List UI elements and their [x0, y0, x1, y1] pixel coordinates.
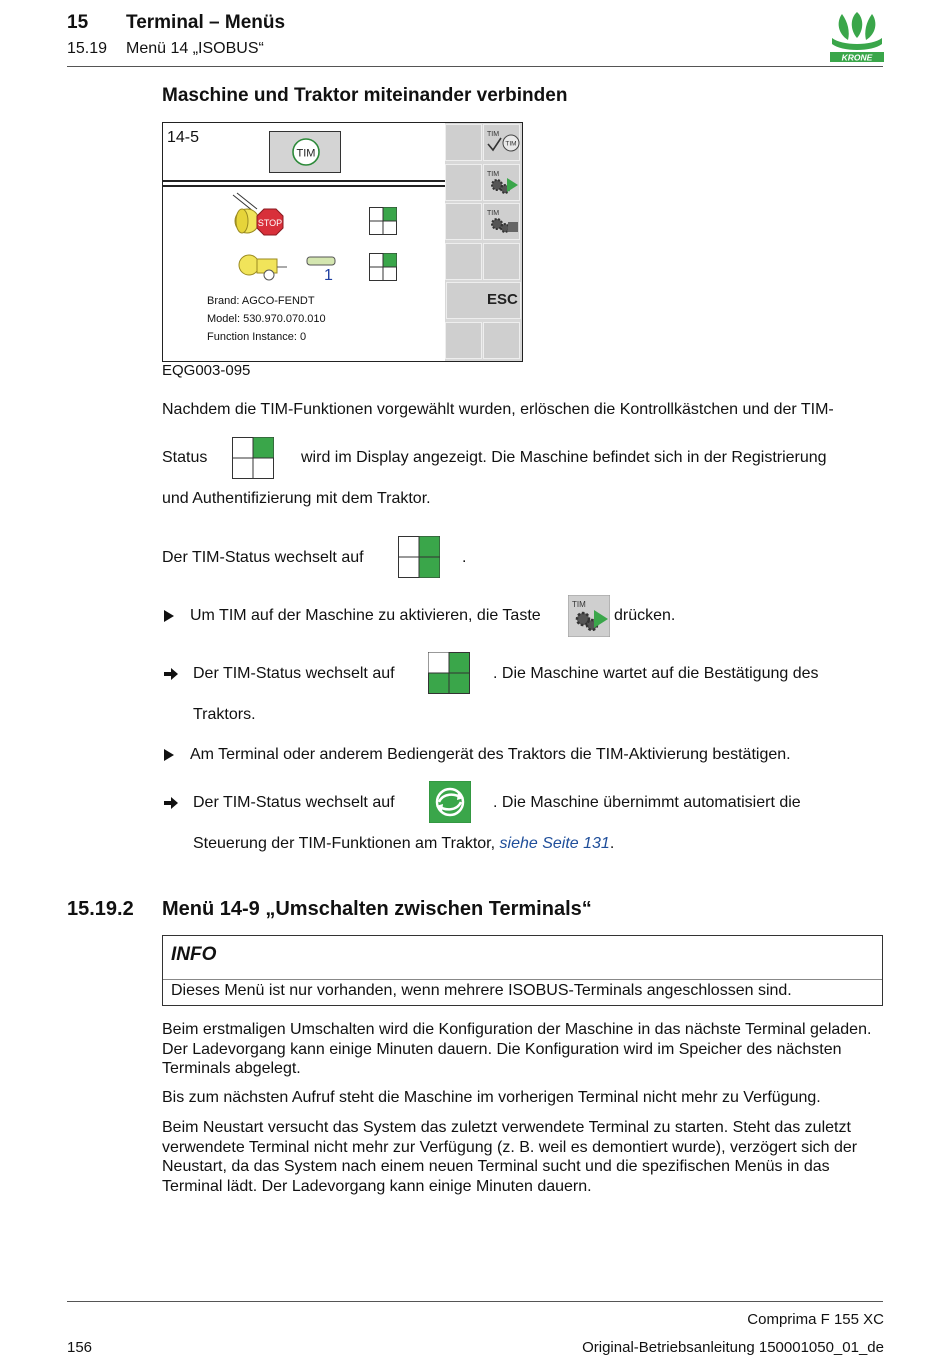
- footer-document: Original-Betriebsanleitung 150001050_01_de: [582, 1339, 884, 1356]
- p1-status: Status: [162, 449, 208, 466]
- tim-button[interactable]: [269, 131, 341, 173]
- p1-line1: Nachdem die TIM-Funktionen vorgewählt wurden, erlöschen die Kontrollkästchen und der TIM-: [162, 401, 834, 418]
- counter-value: 1: [324, 267, 333, 284]
- result2-end: . Die Maschine übernimmt automatisiert die: [493, 794, 801, 811]
- svg-text:TIM: TIM: [487, 210, 500, 218]
- section-title: Menü 14-9 „Umschalten zwischen Terminals“: [162, 898, 592, 920]
- figure-caption: EQG003-095: [162, 362, 251, 379]
- p1-line2: wird im Display angezeigt. Die Maschine befindet sich in der Registrierung: [301, 449, 827, 466]
- brand-text: Brand: AGCO-FENDT: [207, 295, 315, 307]
- screen-line: [163, 180, 445, 182]
- info-divider: [163, 979, 882, 980]
- function-instance-text: Function Instance: 0: [207, 331, 307, 343]
- footer-page-number: 156: [67, 1339, 93, 1356]
- softkey-column: [445, 123, 522, 361]
- tim-status-grid-icon: [369, 253, 397, 281]
- triangle-bullet-icon: [164, 610, 174, 622]
- p2-text: Der TIM-Status wechselt auf: [162, 549, 364, 566]
- chapter-number: 15: [67, 12, 89, 33]
- result1-text: Der TIM-Status wechselt auf: [193, 665, 395, 682]
- stop-label: STOP: [257, 218, 283, 228]
- tim-circle-icon: [270, 132, 340, 172]
- page-link[interactable]: siehe Seite 131: [499, 835, 610, 852]
- esc-label: ESC: [487, 291, 518, 309]
- softkey-empty[interactable]: [445, 242, 522, 282]
- logo-text: KRONE: [841, 52, 873, 63]
- tim-active-icon: [429, 781, 471, 823]
- result1-end: . Die Maschine wartet auf die Bestätigung des: [493, 665, 819, 682]
- figure-heading: Maschine und Traktor miteinander verbinden: [162, 85, 568, 106]
- paragraph-1: Beim erstmaligen Umschalten wird die Konfiguration der Maschine in das nächste Terminal geladen. Der Ladevorgang kann einige Minuten dauern. Die Konfiguration wird im Speicher des nächsten Terminals abgelegt.: [162, 1021, 872, 1077]
- tim-status-grid-icon: [232, 437, 274, 479]
- model-text: Model: 530.970.070.010: [207, 313, 326, 325]
- svg-text:TIM: TIM: [487, 131, 500, 138]
- triangle-bullet-icon: [164, 749, 174, 761]
- svg-text:TIM: TIM: [487, 170, 500, 178]
- tim-check-icon: [485, 128, 521, 158]
- tim-gear-stop-icon: [485, 207, 521, 237]
- footer-product: Comprima F 155 XC: [747, 1311, 884, 1328]
- footer-divider: [67, 1301, 883, 1302]
- krone-logo-icon: [828, 8, 886, 64]
- svg-text:TIM: TIM: [572, 600, 586, 609]
- tim-gear-play-icon: [485, 168, 521, 198]
- result2-line2: Steuerung der TIM-Funktionen am Traktor, siehe Seite 131.: [193, 835, 615, 852]
- tim-status-grid-icon: [398, 536, 440, 578]
- arrow-result-icon: [164, 668, 178, 680]
- result1-line2: Traktors.: [193, 706, 256, 723]
- softkey-empty[interactable]: [445, 321, 522, 361]
- step1-text: Um TIM auf der Maschine zu aktivieren, die Taste: [190, 607, 541, 624]
- p1-line3: und Authentifizierung mit dem Traktor.: [162, 490, 431, 507]
- header-divider: [67, 66, 883, 67]
- section-number: 15.19: [67, 40, 108, 57]
- softkey-esc[interactable]: [445, 281, 522, 321]
- paragraph-2: Bis zum nächsten Aufruf steht die Maschine im vorherigen Terminal nicht mehr zu Verfügung.: [162, 1089, 821, 1106]
- baler-stop-icon: [229, 191, 289, 241]
- paragraph-3: Beim Neustart versucht das System das zuletzt verwendete Terminal zu starten. Steht das zuletzt verwendete Terminal nicht mehr zur Verfügung (z. B. weil es demontiert wurde), verzögert sich der Neustart, da das System nach einem neuen Terminal sucht und die spezifischen Menüs in das Terminal lädt. Der Ladevorgang kann einige Minuten dauern.: [162, 1119, 858, 1195]
- tim-status-grid-icon: [428, 652, 470, 694]
- step2-text: Am Terminal oder anderem Bediengerät des Traktors die TIM-Aktivierung bestätigen.: [190, 746, 791, 763]
- softkey-tim-check[interactable]: [445, 123, 522, 163]
- softkey-tim-activate[interactable]: [445, 163, 522, 203]
- softkey-tim-stop[interactable]: [445, 202, 522, 242]
- screen-id: 14-5: [167, 129, 200, 146]
- section-number: 15.19.2: [67, 898, 134, 920]
- screen-line: [163, 185, 445, 187]
- step1-end: drücken.: [614, 607, 676, 624]
- tim-status-grid-icon: [369, 207, 397, 235]
- tim-button-label: TIM: [296, 147, 316, 160]
- chapter-title: Terminal – Menüs: [126, 12, 286, 33]
- tim-gear-play-icon: [568, 595, 610, 637]
- result2-text: Der TIM-Status wechselt auf: [193, 794, 395, 811]
- arrow-result-icon: [164, 797, 178, 809]
- p2-dot: .: [462, 549, 467, 566]
- terminal-screen: [162, 122, 523, 362]
- svg-text:TIM: TIM: [505, 140, 517, 148]
- info-box: [162, 935, 883, 1006]
- info-text: Dieses Menü ist nur vorhanden, wenn mehrere ISOBUS-Terminals angeschlossen sind.: [171, 982, 792, 999]
- info-title: INFO: [171, 944, 217, 965]
- section-title: Menü 14 „ISOBUS“: [126, 40, 264, 57]
